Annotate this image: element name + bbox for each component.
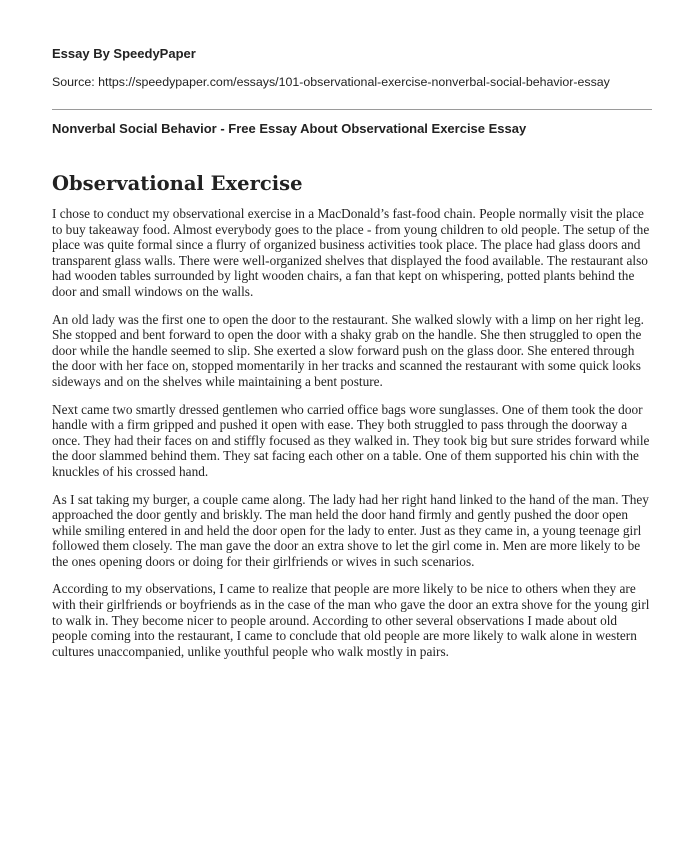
essay-body: [52, 206, 652, 671]
essay-paragraph-3: Next came two smartly dressed gentlemen who carried office bags wore sunglasses. One of them took the door handle with a firm gripped and pushed it open with ease. They both struggled to pass through the doorway a once. They had their faces on and stiffly focused as they walked in. They took big but sure strides forward while the door slammed behind them. They sat facing each other on a table. One of them supported his chin with the knuckles of his crossed hand.: [52, 401, 650, 479]
header-divider: [52, 109, 652, 110]
brand-label: Essay By SpeedyPaper: [52, 46, 196, 61]
essay-paragraph-5: According to my observations, I came to realize that people are more likely to be nice to others when they are with their girlfriends or boyfriends as in the case of the man who gave the door an extra shove for the young girl to walk in. They become nicer to people around. According to other several observations I made about old people coming into the restaurant, I came to conclude that old people are more likely to walk alone in western cultures unaccompanied, unlike youthful people who walk mostly in pairs.: [52, 581, 650, 659]
document-heading: Nonverbal Social Behavior - Free Essay About Observational Exercise Essay: [52, 121, 527, 136]
essay-paragraph-4: As I sat taking my burger, a couple came along. The lady had her right hand linked to the hand of the man. They approached the door gently and briskly. The man held the door hand firmly and gently pushed the door open while smiling entered in and held the door open for the lady to enter. Just as they came in, a young teenage girl followed them closely. The man gave the door an extra shove to let the girl come in. Men are more likely to be the ones opening doors or doing for their girlfriends or wives in such scenarios.: [52, 491, 649, 569]
source-line: Source: https://speedypaper.com/essays/101-observational-exercise-nonverbal-social-behavior-essay: [52, 75, 610, 89]
essay-title: Observational Exercise: [52, 172, 303, 195]
essay-paragraph-2: An old lady was the first one to open the door to the restaurant. She walked slowly with a limp on her right leg. She stopped and bent forward to open the door with a shaky grab on the handle. She then struggled to open the door while the handle seemed to slip. She exerted a slow forward push on the glass door. She entered through the door with her face on, stopped momentarily in her tracks and scanned the restaurant with some quick looks sideways and on the shelves while maintaining a bent posture.: [52, 311, 644, 389]
essay-paragraph-1: I chose to conduct my observational exercise in a MacDonald’s fast-food chain. People normally visit the place to buy takeaway food. Almost everybody goes to the place - from young children to old people. The setup of the place was quite formal since a flurry of organized business activities took place. The place had glass doors and transparent glass walls. There were well-organized shelves that displayed the food available. The restaurant also had wooden tables surrounded by light wooden chairs, a fan that kept on whispering, potted plants behind the door and small windows on the walls.: [52, 206, 650, 299]
